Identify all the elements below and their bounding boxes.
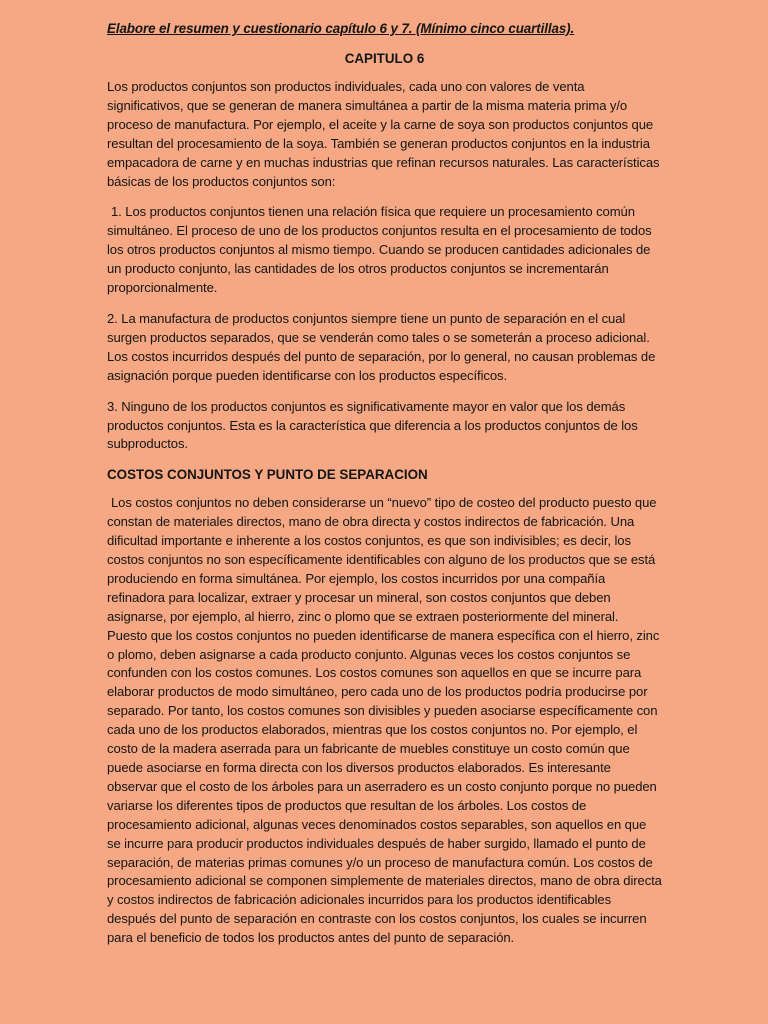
intro-paragraph: Los productos conjuntos son productos individuales, cada uno con valores de venta significativos, que se generan de manera simultánea a partir de la misma materia prima y/o proceso de manufactura. Por ejemplo, el aceite y la carne de soya son productos conjuntos que resultan del procesamiento de la soya. También se generan productos conjuntos en la industria empacadora de carne y en muchas industrias que refinan recursos naturales. Las características básicas de los productos conjuntos son: <box>107 79 660 189</box>
characteristic-2-paragraph: 2. La manufactura de productos conjuntos siempre tiene un punto de separación en el cual surgen productos separados, que se venderán como tales o se someterán a proceso adicional. Los costos incurridos después del punto de separación, por lo general, no causan problemas de asignación porque pueden identificarse con los productos específicos. <box>107 310 656 383</box>
characteristic-1-paragraph: 1. Los productos conjuntos tienen una relación física que requiere un procesamiento común simultáneo. El proceso de uno de los productos conjuntos resulta en el procesamiento de todos los otros productos conjuntos al mismo tiempo. Cuando se producen cantidades adicionales de un producto conjunto, las cantidades de los otros productos conjuntos se incrementarán proporcionalmente. <box>107 204 652 296</box>
chapter-title: CAPITULO 6 <box>344 51 425 66</box>
section-paragraph: Los costos conjuntos no deben considerarse un “nuevo” tipo de costeo del producto puesto que constan de materiales directos, mano de obra directa y costos indirectos de fabricación. Una dificultad importante e inherente a los costos conjuntos, es que son indivisibles; es decir, los costos conjuntos no son específicamente identificables con alguno de los productos que se está produciendo en forma simultánea. Por ejemplo, los costos incurridos por una compañía refinadora para localizar, extraer y procesar un mineral, son costos conjuntos que deben asignarse, por ejemplo, al hierro, zinc o plomo que se extraen posteriormente del mineral. Puesto que los costos conjuntos no pueden identificarse de manera específica con el hierro, zinc o plomo, deben asignarse a cada producto conjunto. Algunas veces los costos conjuntos se confunden con los costos comunes. Los costos comunes son aquellos en que se incurre para elaborar productos de modo simultáneo, pero cada uno de los productos podría producirse por separado. Por tanto, los costos comunes son divisibles y pueden asociarse específicamente con cada uno de los productos elaborados, mientras que los costos conjuntos no. Por ejemplo, el costo de la madera aserrada para un fabricante de muebles constituye un costo común que puede asociarse en forma directa con los diversos productos elaborados. Es interesante observar que el costo de los árboles para un aserradero es un costo conjunto porque no pueden variarse los diferentes tipos de productos que resultan de los árboles. Los costos de procesamiento adicional, algunas veces denominados costos separables, son aquellos en que se incurre para producir productos individuales después de haber surgido, llamado el punto de separación, de materias primas comunes y/o un proceso de manufactura común. Los costos de procesamiento adicional se componen simplemente de materiales directos, mano de obra directa y costos indirectos de fabricación adicionales incurridos para los productos identificables después del punto de separación en contraste con los costos conjuntos, los cuales se incurren para el beneficio de todos los productos antes del punto de separación. <box>107 495 662 946</box>
characteristic-3-paragraph: 3. Ninguno de los productos conjuntos es significativamente mayor en valor que los demás productos conjuntos. Esta es la característica que diferencia a los productos conjuntos de los subproductos. <box>107 398 638 452</box>
assignment-heading: Elabore el resumen y cuestionario capítulo 6 y 7. (Mínimo cinco cuartillas). <box>107 21 575 36</box>
section-title: COSTOS CONJUNTOS Y PUNTO DE SEPARACION <box>107 467 428 483</box>
